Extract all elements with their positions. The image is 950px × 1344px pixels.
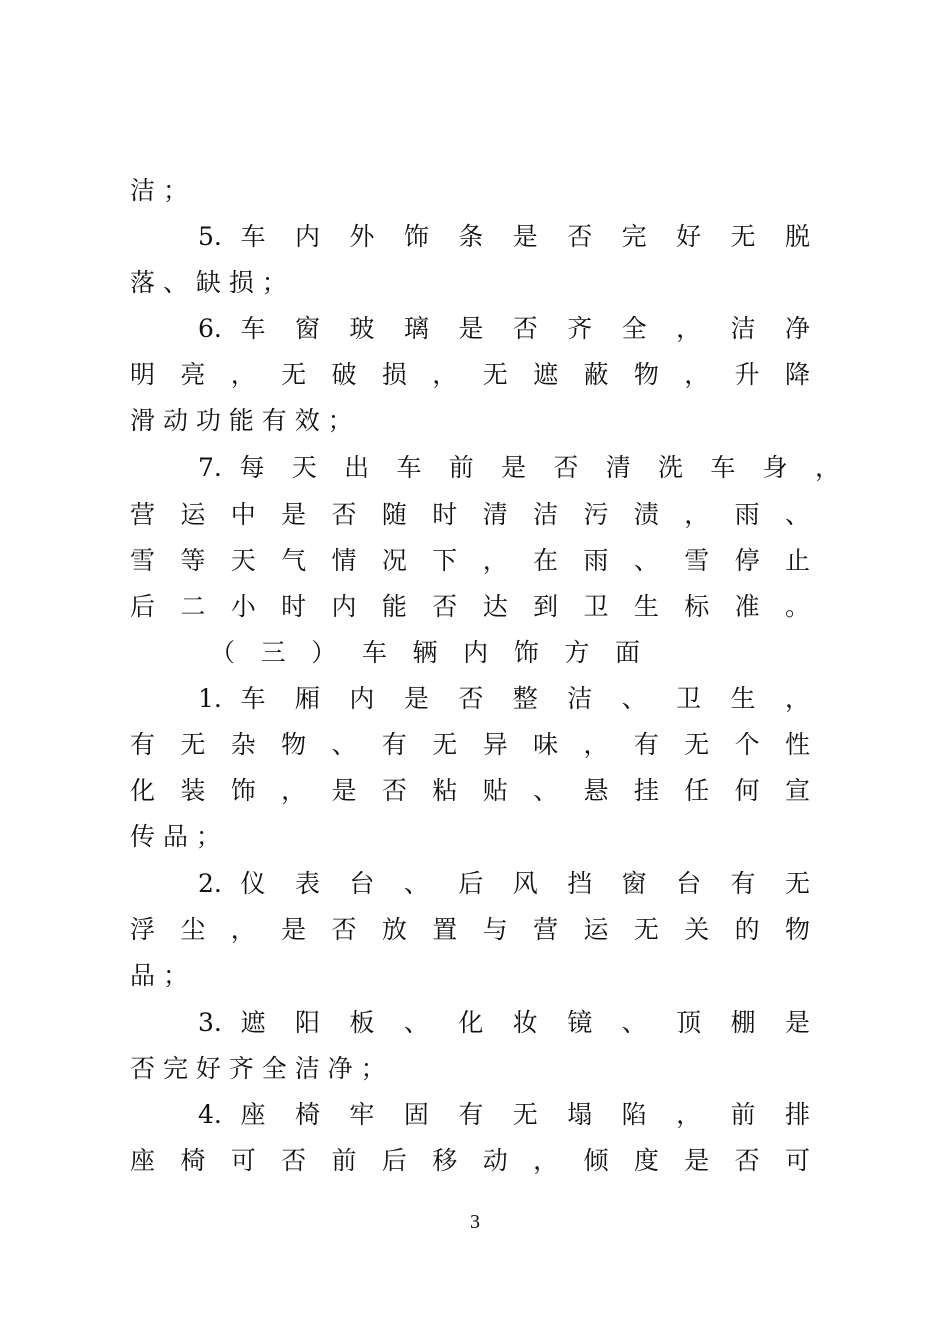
text-line-12: 1. 车 厢 内 是 否 整 洁 、 卫 生 ， xyxy=(198,684,810,713)
text-line-1: 洁 ； xyxy=(130,176,188,205)
text-line-2: 5. 车 内 外 饰 条 是 否 完 好 无 脱 xyxy=(198,222,810,251)
text-line-8: 营 运 中 是 否 随 时 清 洁 污 渍 ， 雨 、 xyxy=(130,500,810,529)
text-line-21: 4. 座 椅 牢 固 有 无 塌 陷 ， 前 排 xyxy=(198,1100,810,1129)
text-line-16: 2. 仪 表 台 、 后 风 挡 窗 台 有 无 xyxy=(198,869,810,898)
text-line-3: 落 、 缺 损 ； xyxy=(130,268,287,297)
text-line-9: 雪 等 天 气 情 况 下 ， 在 雨 、 雪 停 止 xyxy=(130,546,810,575)
text-line-6: 滑 动 功 能 有 效 ； xyxy=(130,406,353,435)
text-line-14: 化 装 饰 ， 是 否 粘 贴 、 悬 挂 任 何 宣 xyxy=(130,776,810,805)
text-line-7: 7. 每 天 出 车 前 是 否 清 洗 车 身 ， xyxy=(198,453,840,482)
text-line-22: 座 椅 可 否 前 后 移 动 ， 倾 度 是 否 可 xyxy=(130,1146,810,1175)
text-line-15: 传 品 ； xyxy=(130,822,221,851)
page-number: 3 xyxy=(470,1211,480,1233)
text-line-19: 3. 遮 阳 板 、 化 妆 镜 、 顶 棚 是 xyxy=(198,1008,810,1037)
text-line-18: 品 ； xyxy=(130,961,188,990)
text-line-17: 浮 尘 ， 是 否 放 置 与 营 运 无 关 的 物 xyxy=(130,915,810,944)
text-line-13: 有 无 杂 物 、 有 无 异 味 ， 有 无 个 性 xyxy=(130,730,810,759)
text-line-5: 明 亮 ， 无 破 损 ， 无 遮 蔽 物 ， 升 降 xyxy=(130,360,810,389)
text-line-4: 6. 车 窗 玻 璃 是 否 齐 全 ， 洁 净 xyxy=(198,314,810,343)
section-heading: （ 三 ） 车 辆 内 饰 方 面 xyxy=(210,638,640,667)
text-line-20: 否 完 好 齐 全 洁 净 ； xyxy=(130,1054,386,1083)
text-line-10: 后 二 小 时 内 能 否 达 到 卫 生 标 准 。 xyxy=(130,592,810,621)
